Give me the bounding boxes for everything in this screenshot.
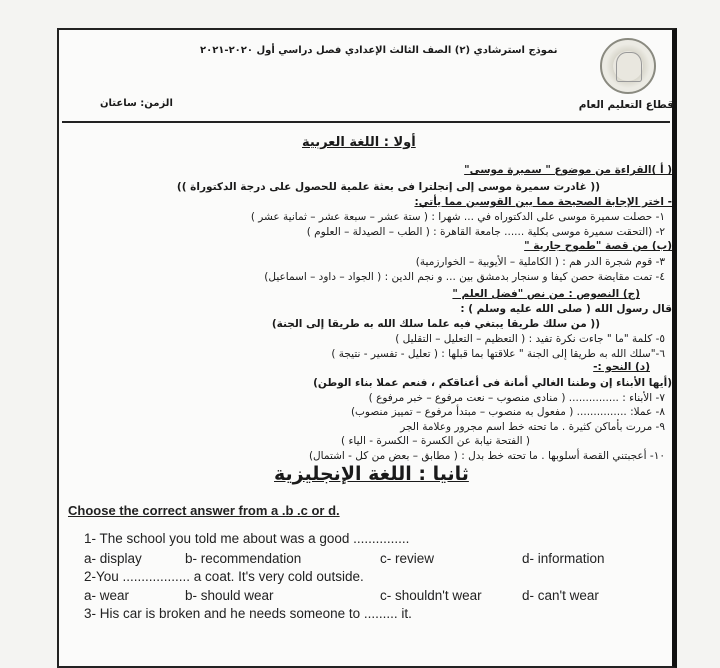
q1-option-c: c- review [380, 551, 435, 566]
hadith-quote: (( من سلك طريقا يبتغي فيه علما سلك الله به طريقا إلى الجنة) [271, 318, 600, 330]
photo-top-margin [0, 0, 720, 28]
q2-option-d: d- can't wear [522, 588, 599, 603]
q1-option-a: a- display [84, 551, 142, 566]
q1-option-b: b- recommendation [185, 551, 302, 566]
time-label: الزمن: ساعتان [100, 98, 173, 109]
question-7: ٧- الأبناء : ............... ( منادى منصوب – نعت مرفوع – خبر مرفوع ) [368, 392, 665, 404]
question-5: ٥- كلمة "ما " جاءت نكرة تفيد : ( التعظيم – التعليل – التقليل ) [395, 333, 665, 345]
q1-option-d: d- information [522, 551, 605, 566]
question-8: ٨- عملا: ............... ( مفعول به منصوب – مبتدأ مرفوع – تمييز منصوب) [350, 406, 665, 418]
question-9-options: ( الفتحة نيابة عن الكسرة – الكسرة - الياء ) [341, 435, 530, 447]
question-4: ٤- تمت مقايضة حصن كيفا و سنجار بدمشق بين ... و نجم الدين : ( الجواد – داود – اسماعيل) [264, 271, 665, 283]
english-section-title: ثانيا : اللغة الإنجليزية [274, 463, 469, 485]
header-divider [62, 121, 670, 123]
grammar-quote: (أيها الأبناء إن وطننا الغالي أمانة فى أعناقكم ، فنعم عملا بناء الوطن) [313, 377, 672, 389]
arabic-section-title: أولا : اللغة العربية [302, 135, 416, 150]
texts-heading: (ج) النصوص : من نص "فضل العلم " [452, 288, 640, 300]
q2-option-c: c- shouldn't wear [380, 588, 482, 603]
question-1: ١- حصلت سميرة موسى على الدكتوراه في ... شهرا : ( ستة عشر – سبعة عشر – ثمانية عشر ) [250, 211, 665, 223]
reading-quote: (( غادرت سميرة موسى إلى إنجلترا فى بعثة علمية للحصول على درجة الدكتوراة )) [176, 181, 600, 193]
english-question-1: 1- The school you told me about was a good ............... [84, 531, 410, 546]
q2-option-a: a- wear [84, 588, 130, 603]
question-10: ١٠- أعجبتني القصة أسلوبها . ما تحته خط بدل : ( مطابق – بعض من كل - اشتمال) [308, 450, 665, 462]
hadith-intro: قال رسول الله ( صلى الله عليه وسلم ) : [460, 303, 672, 315]
grammar-heading: (د) النحو :- [593, 361, 650, 373]
reading-heading: ( أ )القراءة من موضوع " سميرة موسى" [464, 164, 672, 176]
question-9: ٩- مررت بأماكن كثيرة . ما تحته خط اسم مجرور وعلامة الجر [400, 421, 665, 433]
english-question-3: 3- His car is broken and he needs someone to ......... it. [84, 606, 412, 621]
question-3: ٣- قوم شجرة الدر هم : ( الكاملية – الأيوبية – الخوارزمية) [415, 256, 665, 268]
ministry-seal-logo [600, 38, 656, 94]
instruction-line: - اختر الإجابة الصحيحة مما بين القوسين مما يأتي: [414, 196, 672, 208]
question-2: ٢- (التحقت سميرة موسى بكلية ...... جامعة القاهرة : ( الطب – الصيدلة – العلوم ) [306, 226, 665, 238]
english-question-2: 2-You .................. a coat. It's very cold outside. [84, 569, 364, 584]
story-heading: (ب) من قصة "طموح جارية " [524, 240, 672, 252]
sector-label: قطاع التعليم العام [578, 99, 674, 111]
question-6: ٦-"سلك الله به طريقا إلى الجنة " علاقتها بما قبلها : ( تعليل - تفسير - نتيجة ) [331, 348, 665, 360]
exam-title: نموذج استرشادي (٢) الصف الثالث الإعدادي فصل دراسي أول ٢٠٢٠-٢٠٢١ [200, 45, 558, 56]
q2-option-b: b- should wear [185, 588, 274, 603]
english-instruction: Choose the correct answer from a .b .c or d. [68, 503, 340, 518]
